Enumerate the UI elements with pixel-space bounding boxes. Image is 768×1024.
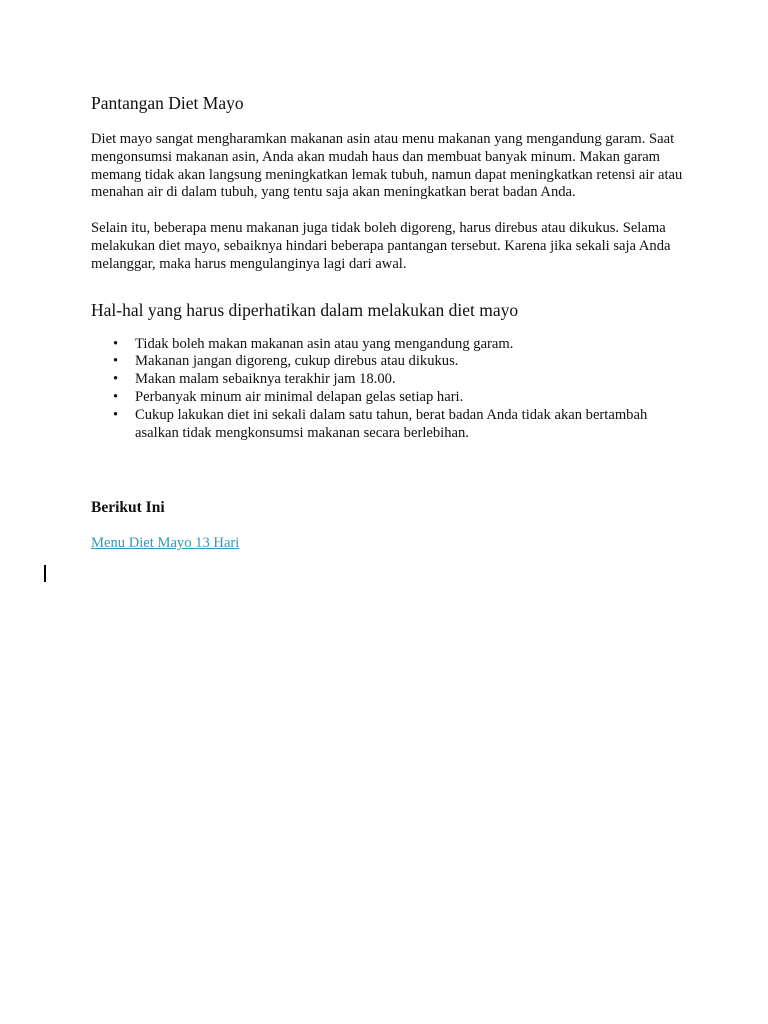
list-item [113, 353, 691, 371]
list-item-text: Perbanyak minum air minimal delapan gelas setiap hari. [135, 388, 464, 405]
document-body [91, 92, 691, 552]
heading-berikut-ini: Berikut Ini [91, 499, 165, 517]
list-item [113, 371, 691, 389]
list-item-text: Makan malam sebaiknya terakhir jam 18.00. [135, 371, 396, 388]
menu-diet-mayo-link[interactable]: Menu Diet Mayo 13 Hari [91, 535, 240, 552]
bullet-icon: • [113, 335, 119, 352]
bullet-icon: • [113, 406, 119, 423]
list-item [113, 406, 691, 443]
list-item-text: Tidak boleh makan makanan asin atau yang mengandung garam. [135, 335, 514, 352]
heading-pantangan: Pantangan Diet Mayo [91, 93, 244, 113]
heading-hal-hal: Hal-hal yang harus diperhatikan dalam melakukan diet mayo [91, 299, 519, 320]
paragraph-selain: Selain itu, beberapa menu makanan juga tidak boleh digoreng, harus direbus atau dikukus. Selama melakukan diet mayo, sebaiknya hindari beberapa pantangan tersebut. Karena jika sekali saja Anda melanggar, maka harus mengulanginya lagi dari awal. [91, 220, 671, 272]
bullet-icon: • [113, 371, 119, 388]
bullet-icon: • [113, 353, 119, 370]
text-cursor [44, 565, 46, 582]
paragraph-intro: Diet mayo sangat mengharamkan makanan asin atau menu makanan yang mengandung garam. Saat mengonsumsi makanan asin, Anda akan mudah haus dan membuat banyak minum. Makan garam memang tidak akan langsung meningkatkan lemak tubuh, namun dapat meningkatkan retensi air atau menahan air di dalam tubuh, yang tentu saja akan meningkatkan berat badan Anda. [91, 131, 683, 201]
list-item-text: Cukup lakukan diet ini sekali dalam satu tahun, berat badan Anda tidak akan bertambah asalkan tidak mengkonsumsi makanan secara berlebihan. [135, 406, 648, 441]
bullet-icon: • [113, 388, 119, 405]
list-item-text: Makanan jangan digoreng, cukup direbus atau dikukus. [135, 353, 459, 370]
list-item [113, 335, 691, 354]
list-item [113, 388, 691, 407]
bullet-list [91, 336, 691, 443]
